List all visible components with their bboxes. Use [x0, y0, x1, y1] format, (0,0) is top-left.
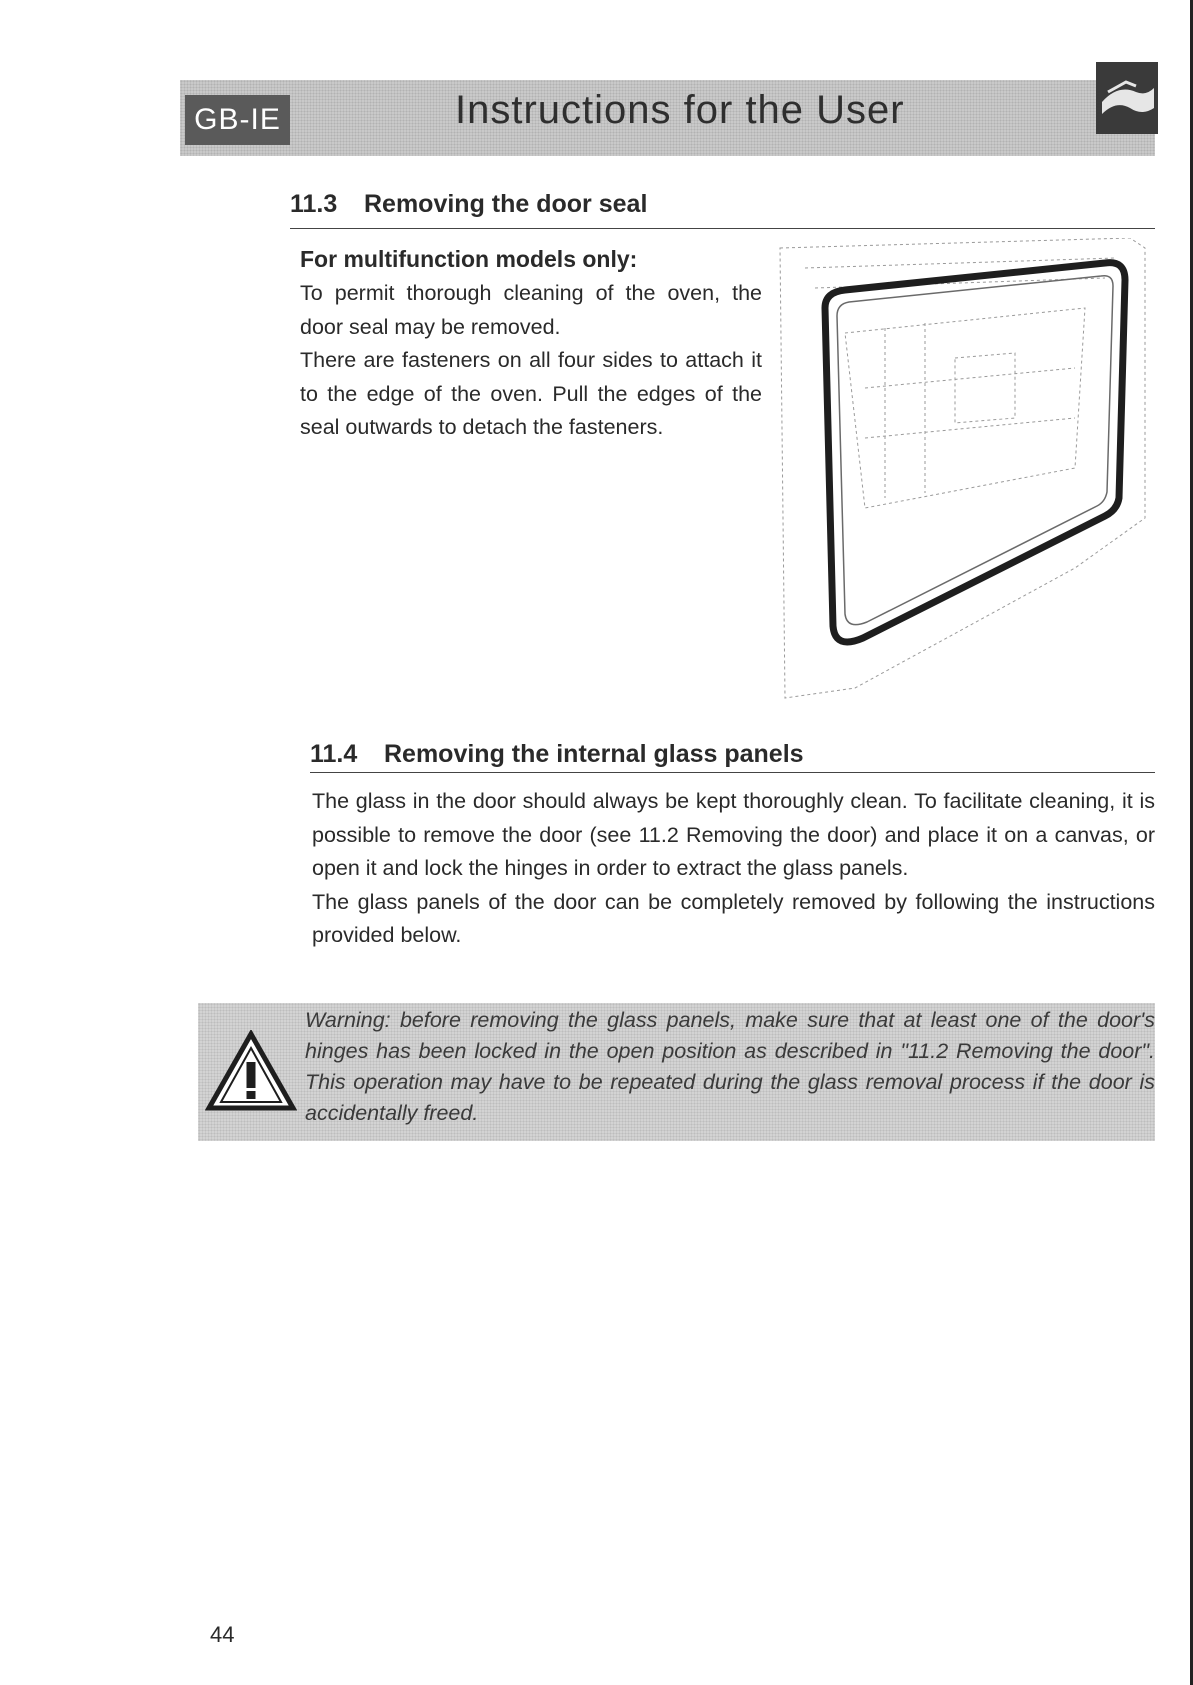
section-rule [310, 772, 1155, 773]
section-rule [290, 228, 1155, 229]
section-title: Removing the internal glass panels [384, 740, 804, 768]
page-number: 44 [210, 1622, 235, 1647]
section-11-4-body [312, 785, 1155, 953]
section-subhead: For multifunction models only: [300, 246, 638, 272]
paragraph: To permit thorough cleaning of the oven, the door seal may be removed. [300, 281, 762, 339]
manufacturer-logo-icon [1096, 62, 1158, 134]
section-heading-11-4 [310, 740, 804, 769]
oven-door-seal-illustration [775, 238, 1155, 713]
paragraph: The glass panels of the door can be completely removed by following the instructions provided below. [312, 889, 1155, 947]
warning-text: Warning: before removing the glass panels, make sure that at least one of the door's hinges has been locked in the open position as described in "11.2 Removing the door". This operation may have to be repeated during the glass removal process if the door is accidentally freed. [305, 1008, 1155, 1125]
section-heading-11-3 [290, 190, 647, 219]
language-badge: GB-IE [185, 95, 290, 145]
warning-triangle-icon [205, 1030, 297, 1117]
page-header-title: Instructions for the User [455, 88, 905, 132]
section-number: 11.4 [310, 740, 358, 768]
section-11-3-body [300, 277, 762, 445]
section-number: 11.3 [290, 190, 338, 218]
paragraph: There are fasteners on all four sides to attach it to the edge of the oven. Pull the edges of the seal outwards to detach the fasteners. [300, 348, 762, 439]
section-title: Removing the door seal [364, 190, 648, 218]
paragraph: The glass in the door should always be kept thoroughly clean. To facilitate cleaning, it is possible to remove the door (see 11.2 Removing the door) and place it on a canvas, or open it and lock the hinges in order to extract the glass panels. [312, 789, 1155, 880]
